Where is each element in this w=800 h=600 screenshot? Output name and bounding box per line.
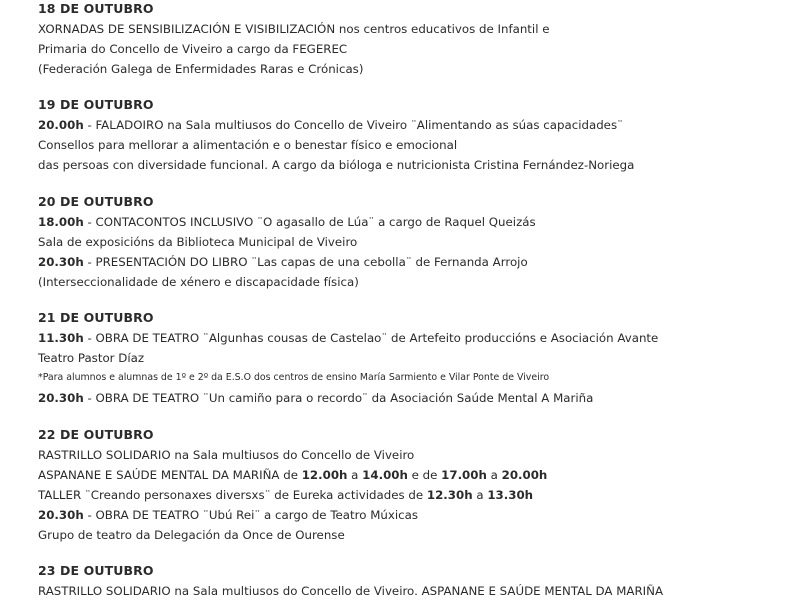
event-line: (Interseccionalidade de xénero e discapacidade física) <box>38 275 359 289</box>
day-heading: 22 DE OUTUBRO <box>38 427 154 442</box>
event-time: 11.30h <box>38 331 84 345</box>
event-line <box>38 328 778 348</box>
event-text: a <box>486 468 502 482</box>
event-line: Sala de exposicións da Biblioteca Municipal de Viveiro <box>38 235 358 249</box>
event-text: a <box>347 468 363 482</box>
event-line <box>38 388 778 408</box>
event-time: 20.00h <box>38 118 84 132</box>
event-line: das persoas con diversidade funcional. A cargo da bióloga e nutricionista Cristina Fernández-Noriega <box>38 158 635 172</box>
event-line: XORNADAS DE SENSIBILIZACIÓN E VISIBILIZACIÓN nos centros educativos de Infantil e <box>38 22 550 36</box>
event-line: RASTRILLO SOLIDARIO na Sala multiusos do Concello de Viveiro <box>38 448 415 462</box>
event-time: 20.30h <box>38 508 84 522</box>
event-line <box>38 115 778 135</box>
day-section-23 <box>38 561 778 600</box>
event-line <box>38 505 778 525</box>
event-text: e de <box>407 468 442 482</box>
event-time: 12.00h <box>301 468 348 482</box>
event-line <box>38 212 778 232</box>
day-section-19 <box>38 95 778 175</box>
day-section-21 <box>38 308 778 408</box>
event-text: - CONTACONTOS INCLUSIVO ¨O agasallo de Lúa¨ a cargo de Raquel Queizás <box>83 215 536 229</box>
day-heading: 20 DE OUTUBRO <box>38 194 154 209</box>
event-time: 12.30h <box>426 488 473 502</box>
event-text: - OBRA DE TEATRO ¨Ubú Rei¨ a cargo de Teatro Múxicas <box>83 508 418 522</box>
event-time: 20.30h <box>38 391 84 405</box>
day-heading: 23 DE OUTUBRO <box>38 563 154 578</box>
event-line <box>38 465 778 485</box>
day-heading: 21 DE OUTUBRO <box>38 310 154 325</box>
event-line <box>38 485 778 505</box>
event-line: (Federación Galega de Enfermidades Raras e Crónicas) <box>38 62 364 76</box>
day-section-20 <box>38 192 778 292</box>
event-time: 18.00h <box>38 215 84 229</box>
event-text: - PRESENTACIÓN DO LIBRO ¨Las capas de una cebolla¨ de Fernanda Arrojo <box>83 255 528 269</box>
event-text: - OBRA DE TEATRO ¨Algunhas cousas de Castelao¨ de Artefeito produccións e Asociación Avante <box>83 331 659 345</box>
event-text: - OBRA DE TEATRO ¨Un camiño para o recordo¨ da Asociación Saúde Mental A Mariña <box>83 391 594 405</box>
event-text: - FALADOIRO na Sala multiusos do Concello de Viveiro ¨Alimentando as súas capacidades¨ <box>83 118 623 132</box>
event-text: ASPANANE E SAÚDE MENTAL DA MARIÑA de <box>38 468 302 482</box>
event-time: 13.30h <box>487 488 534 502</box>
event-time: 20.30h <box>38 255 84 269</box>
event-line: RASTRILLO SOLIDARIO na Sala multiusos do Concello de Viveiro. ASPANANE E SAÚDE MENTAL DA MARIÑA <box>38 584 664 598</box>
event-text: TALLER ¨Creando personaxes diversxs¨ de Eureka actividades de <box>38 488 427 502</box>
day-section-22 <box>38 425 778 545</box>
event-line: Primaria do Concello de Viveiro a cargo da FEGEREC <box>38 42 348 56</box>
event-line <box>38 252 778 272</box>
event-text: a <box>472 488 488 502</box>
day-heading: 19 DE OUTUBRO <box>38 97 154 112</box>
event-note: *Para alumnos e alumnas de 1º e 2º da E.S.O dos centros de ensino María Sarmiento e Vilar Ponte de Viveiro <box>38 372 550 383</box>
day-heading: 18 DE OUTUBRO <box>38 1 154 16</box>
day-section-18 <box>38 0 778 79</box>
event-time: 14.00h <box>362 468 408 482</box>
event-line: Consellos para mellorar a alimentación e o benestar físico e emocional <box>38 138 458 152</box>
event-time: 20.00h <box>501 468 548 482</box>
event-line: Teatro Pastor Díaz <box>38 351 145 365</box>
event-line: Grupo de teatro da Delegación da Once de Ourense <box>38 528 345 542</box>
event-time: 17.00h <box>441 468 487 482</box>
